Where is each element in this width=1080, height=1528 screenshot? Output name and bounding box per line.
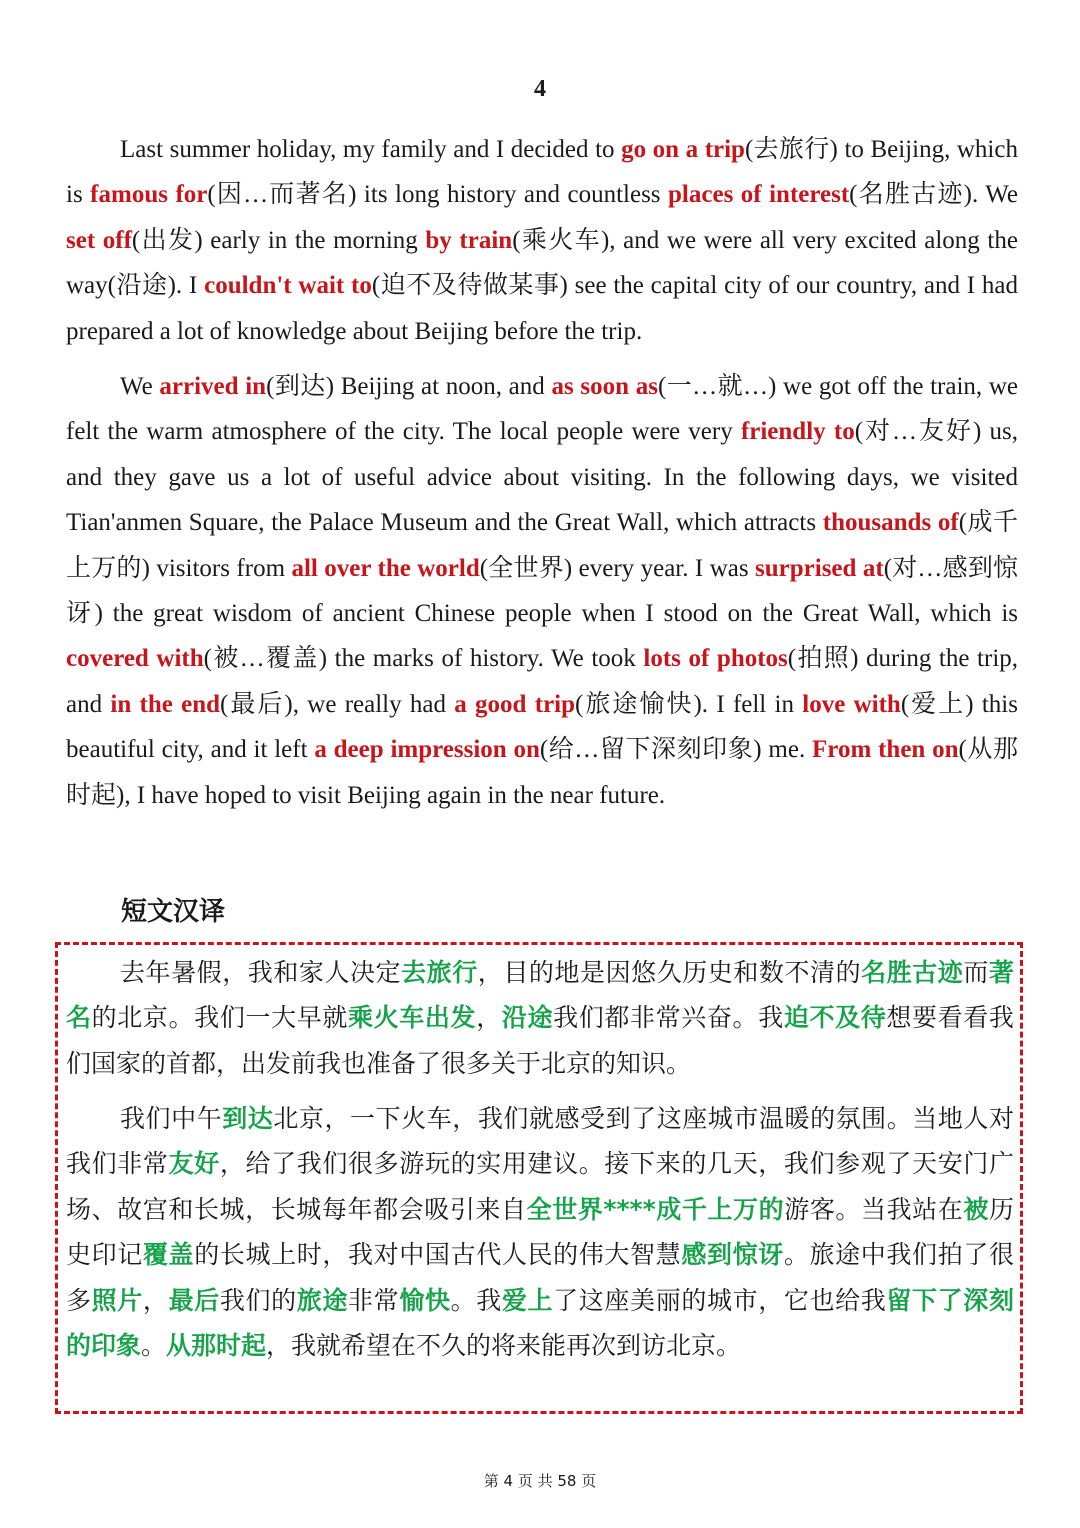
highlighted-phrase: lots of photos <box>643 645 788 673</box>
text-segment: (被…覆盖) the marks of history. We took <box>203 645 644 673</box>
highlighted-phrase: a deep impression on <box>314 736 540 764</box>
translation-title: 短文汉译 <box>121 897 226 927</box>
text-segment: (旅途愉快). I fell in <box>575 690 803 718</box>
chinese-paragraph-1 <box>66 950 1014 1086</box>
text-segment: We <box>120 373 160 400</box>
highlighted-phrase: as soon as <box>551 373 658 400</box>
text-segment: (出发) early in the morning <box>131 226 426 254</box>
text-segment: 非常 <box>348 1285 400 1315</box>
text-segment: (去旅行) to Beijing, which is <box>66 136 1018 209</box>
highlighted-phrase: 旅途 <box>296 1285 349 1315</box>
text-segment: 游客。当我站在 <box>784 1194 964 1224</box>
highlighted-phrase: a good trip <box>454 690 576 718</box>
highlighted-phrase: 友好 <box>168 1149 220 1179</box>
footer-suffix: 页 <box>581 1472 597 1490</box>
text-segment: 。我 <box>450 1285 502 1315</box>
highlighted-phrase: covered with <box>66 645 204 673</box>
highlighted-phrase: in the end <box>110 690 221 718</box>
highlighted-phrase: 沿途 <box>501 1003 554 1033</box>
text-segment: (一…就…) we got off the train, we felt the warm atmosphere of the city. The local people were very <box>66 373 1018 446</box>
text-segment: (给…留下深刻印象) me. <box>539 736 813 764</box>
highlighted-phrase: 照片 <box>91 1285 143 1315</box>
chinese-paragraph-2 <box>66 1096 1014 1368</box>
text-segment: 的长城上时，我对中国古代人民的伟大智慧 <box>194 1240 682 1270</box>
highlighted-phrase: 爱上 <box>501 1285 554 1315</box>
text-segment: (全世界) every year. I was <box>479 554 756 582</box>
highlighted-phrase: friendly to <box>740 418 855 446</box>
text-segment: 。 <box>141 1331 167 1361</box>
text-segment: 北京，一下火车，我们就感受到了这座城市温暖的氛围。当地人对我们非常 <box>66 1104 1014 1179</box>
text-segment: (爱上) this beautiful city, and it left <box>66 690 1018 764</box>
highlighted-phrase: 感到惊讶 <box>681 1240 784 1270</box>
page-footer <box>0 1470 1080 1491</box>
highlighted-phrase: arrived in <box>159 373 267 400</box>
text-segment: ， <box>142 1285 169 1315</box>
highlighted-phrase: thousands of <box>822 509 959 537</box>
text-segment: 我们的 <box>219 1285 297 1315</box>
highlighted-phrase: 乘火车出发 <box>348 1003 477 1033</box>
highlighted-phrase: go on a trip <box>621 136 745 163</box>
text-segment: 的北京。我们一大早就 <box>91 1003 348 1033</box>
highlighted-phrase: couldn't wait to <box>204 272 372 300</box>
text-segment: (从那时起), I have hoped to visit Beijing again in the near future. <box>66 736 1018 809</box>
highlighted-phrase: famous for <box>90 181 208 209</box>
highlighted-phrase: 从那时起 <box>166 1331 267 1361</box>
text-segment: (乘火车), and we were all very excited along the way(沿途). I <box>66 226 1018 300</box>
text-segment: ，我就希望在不久的将来能再次到访北京。 <box>266 1331 742 1361</box>
text-segment: (成千上万的) visitors from <box>66 509 1019 582</box>
highlighted-phrase: places of interest <box>668 181 850 209</box>
text-segment: 我们都非常兴奋。我 <box>553 1003 784 1033</box>
highlighted-phrase: 覆盖 <box>142 1240 195 1270</box>
highlighted-phrase: set off <box>66 226 132 254</box>
text-segment: ，目的地是因悠久历史和数不清的 <box>477 958 862 987</box>
highlighted-phrase: 留下了深刻的印象 <box>66 1285 1014 1361</box>
highlighted-phrase: From then on <box>812 736 959 764</box>
text-segment: (因…而著名) its long history and countless <box>207 181 669 209</box>
text-segment: (到达) Beijing at noon, and <box>266 373 552 400</box>
text-segment: (迫不及待做某事) see the capital city of our country, and I had prepared a lot of knowledge about Beijing before the trip. <box>66 272 1018 345</box>
text-segment: 。旅途中我们拍了很多 <box>66 1240 1014 1315</box>
text-segment: 了这座美丽的城市，它也给我 <box>553 1285 887 1315</box>
highlighted-phrase: 去旅行 <box>401 958 478 987</box>
text-segment: (最后), we really had <box>220 690 455 718</box>
footer-prefix: 第 <box>483 1472 499 1490</box>
highlighted-phrase: by train <box>425 226 513 254</box>
text-segment: ，给了我们很多游玩的实用建议。接下来的几天，我们参观了天安门广场、故宫和长城，长城每年都会吸引来自 <box>66 1149 1014 1224</box>
page-number-heading: 4 <box>534 76 546 102</box>
footer-total-pages: 58 <box>557 1472 577 1490</box>
highlighted-phrase: 最后 <box>168 1285 220 1315</box>
footer-current-page: 4 <box>503 1472 514 1490</box>
highlighted-phrase: all over the world <box>291 554 480 582</box>
highlighted-phrase: 到达 <box>222 1104 274 1133</box>
text-segment: Last summer holiday, my family and I decided to <box>120 136 622 163</box>
text-segment: (对…感到惊讶) the great wisdom of ancient Chinese people when I stood on the Great Wall, which is <box>66 554 1019 628</box>
highlighted-phrase: 被 <box>963 1194 989 1224</box>
footer-middle: 页 共 <box>517 1472 553 1490</box>
english-paragraph-1 <box>66 127 1018 354</box>
text-segment: (名胜古迹). We <box>849 181 1018 209</box>
highlighted-phrase: surprised at <box>755 554 884 582</box>
text-segment: (对…友好) us, and they gave us a lot of useful advice about visiting. In the following days, we visited Tian'anmen Square, the Palace Museum and the Great Wall, which attracts <box>66 418 1018 537</box>
text-segment: 而 <box>963 958 989 987</box>
highlighted-phrase: 愉快 <box>399 1285 451 1315</box>
text-segment: 去年暑假，我和家人决定 <box>120 958 402 987</box>
text-segment: 想要看看我们国家的首都，出发前我也准备了很多关于北京的知识。 <box>66 1003 1014 1078</box>
highlighted-phrase: 著名 <box>66 958 1014 1033</box>
highlighted-phrase: 迫不及待 <box>783 1003 887 1033</box>
highlighted-phrase: love with <box>802 690 901 718</box>
highlighted-phrase: 名胜古迹 <box>861 958 964 987</box>
text-segment: 我们中午 <box>120 1104 223 1133</box>
text-segment: ， <box>476 1003 502 1033</box>
english-paragraph-2 <box>66 364 1018 818</box>
text-segment: (拍照) during the trip, and <box>66 645 1019 718</box>
text-segment: 历史印记 <box>66 1194 1014 1270</box>
highlighted-phrase: 全世界****成千上万的 <box>526 1194 785 1224</box>
